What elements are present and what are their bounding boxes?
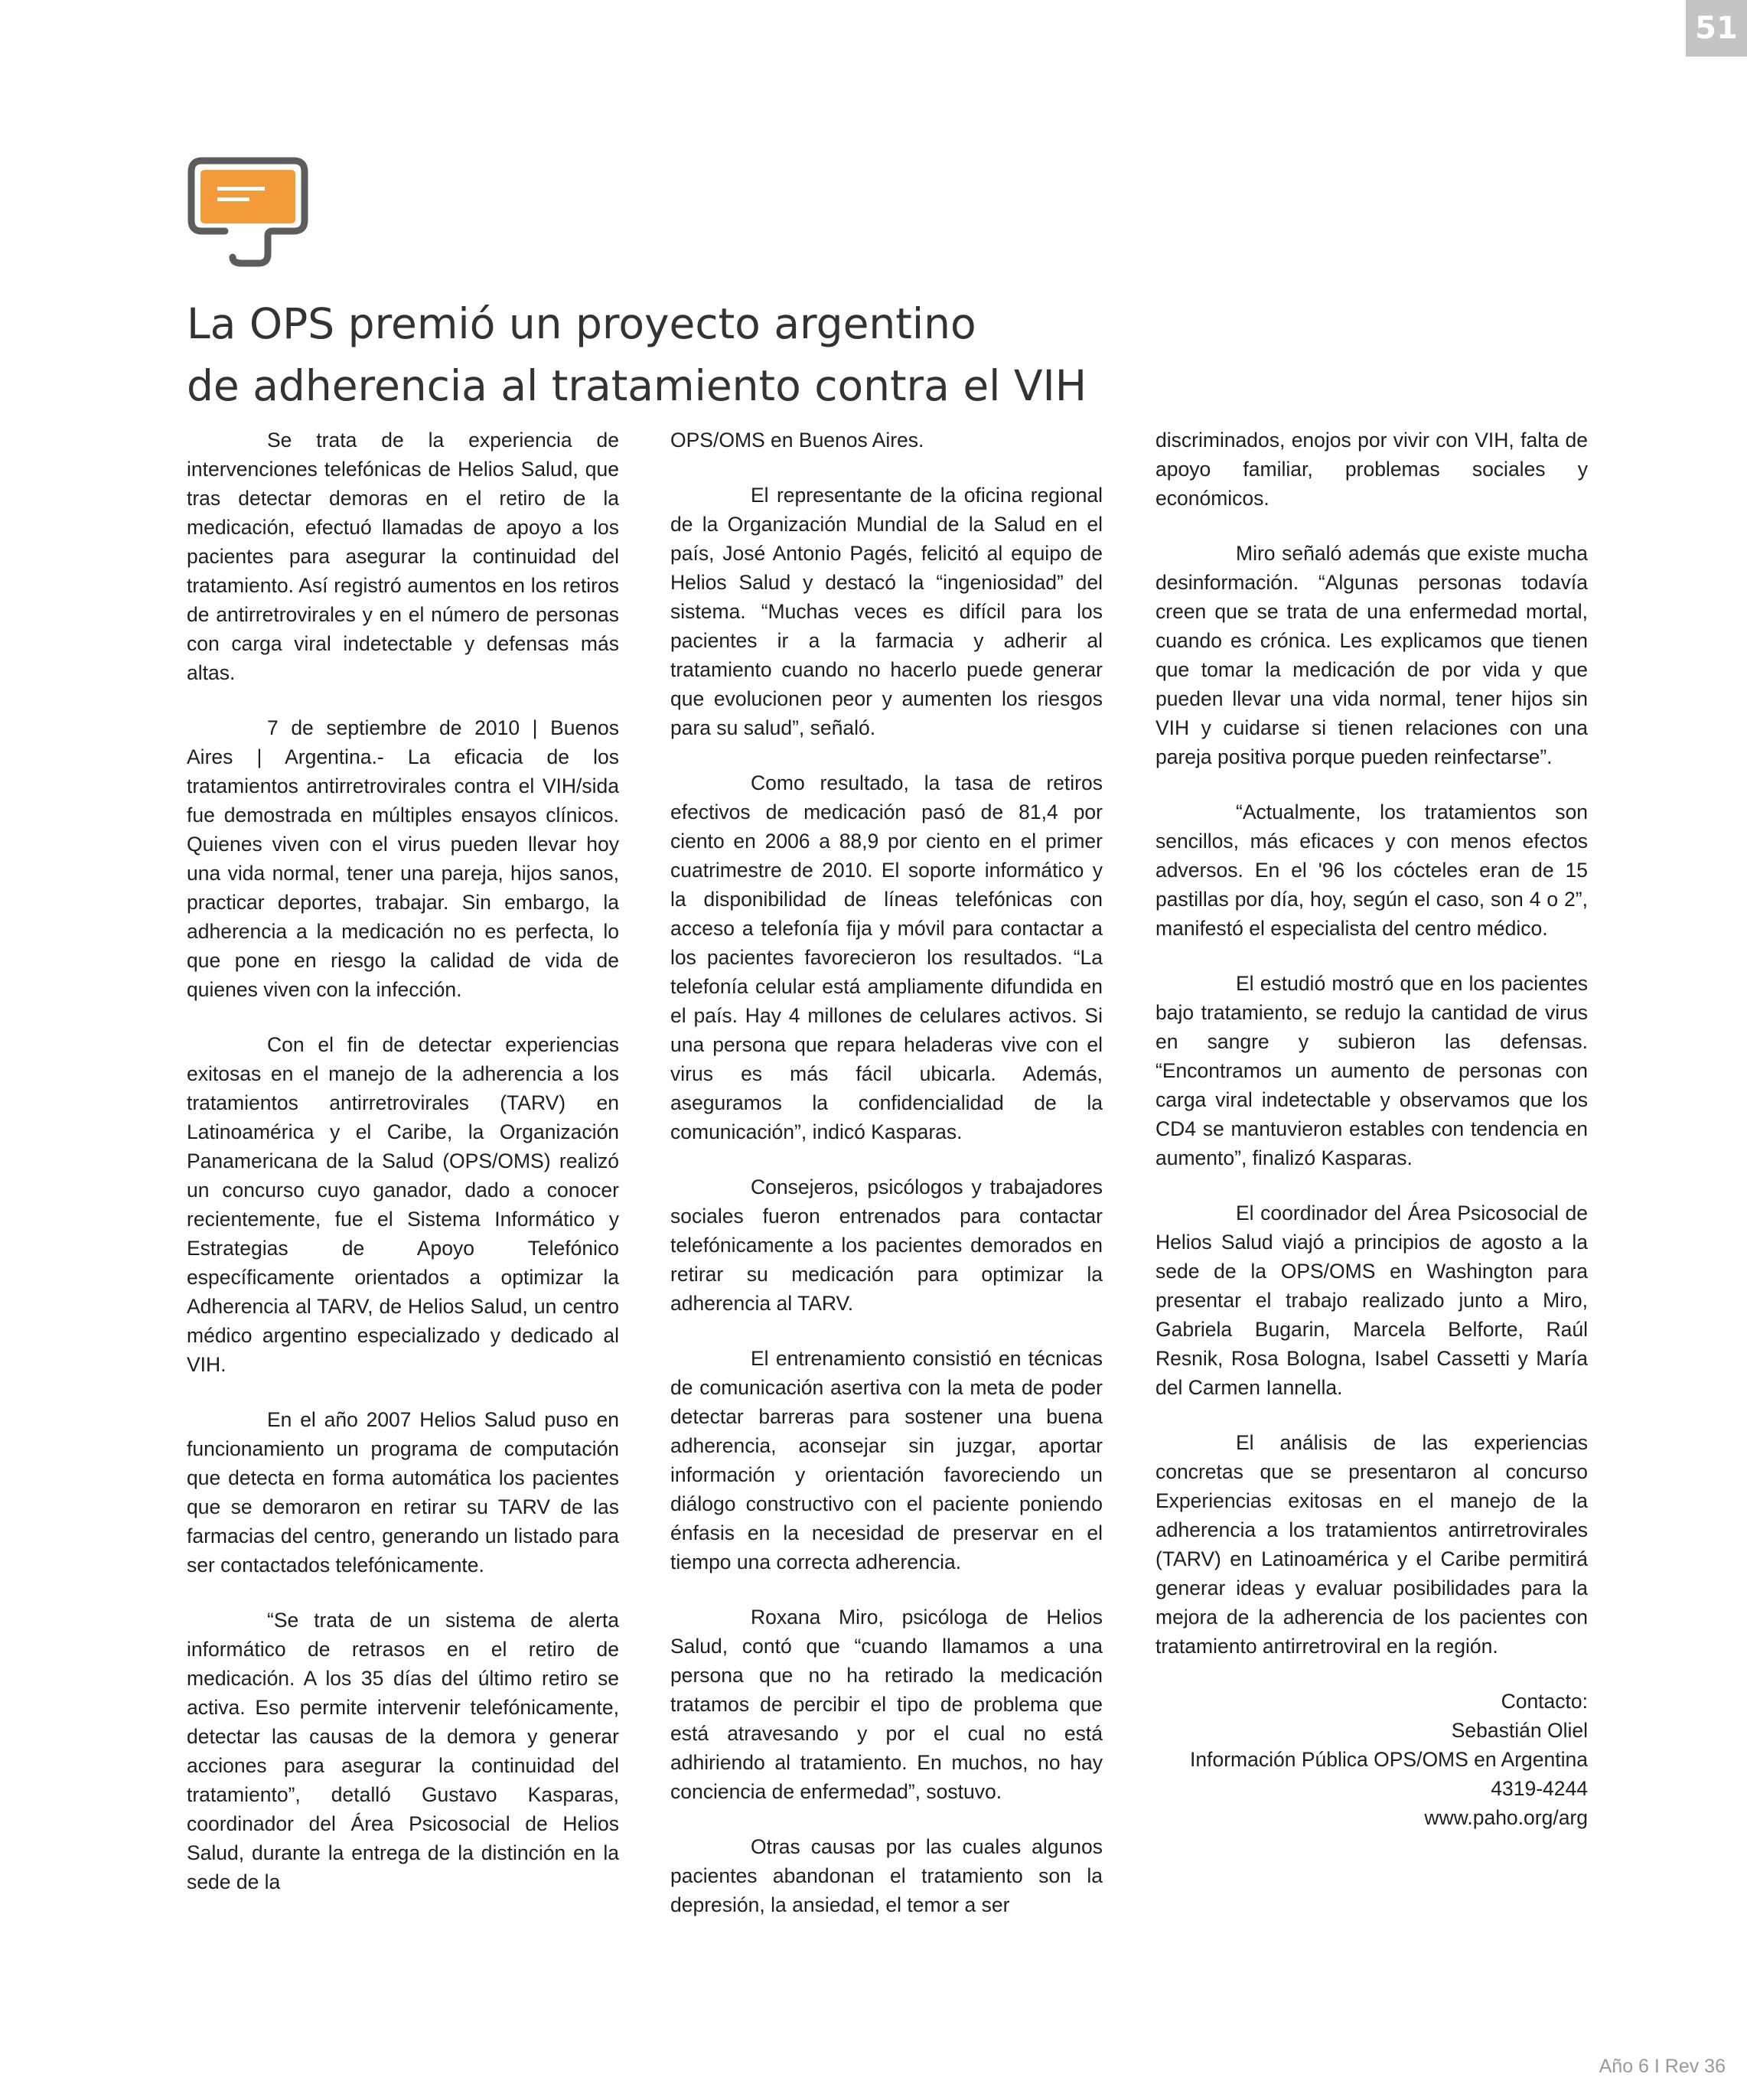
paragraph: Miro señaló además que existe mucha desinformación. “Algunas personas todavía creen que se trata de una enfermedad mortal, cuando es crónica. Les explicamos que tienen que tomar la medicación de por vida y que pueden llevar una vida normal, tener hijos sin VIH y cuidarse si tienen relaciones con una pareja positiva porque pueden reinfectarse”.	[1155, 542, 1588, 768]
paragraph: “Se trata de un sistema de alerta informático de retrasos en el retiro de medicación. A los 35 días del último retiro se activa. Eso permite intervenir telefónicamente, detectar las causas de la demora y generar acciones para asegurar la continuidad del tratamiento”, detalló Gustavo Kasparas, coordinador del Área Psicosocial de Helios Salud, durante la entrega de la distinción en la sede de la	[187, 1609, 619, 1893]
paragraph: discriminados, enojos por vivir con VIH, falta de apoyo familiar, problemas sociales y económicos.	[1155, 429, 1588, 510]
title-line-1: La OPS premió un proyecto argentino	[187, 299, 976, 348]
article-title	[187, 293, 1488, 417]
contact-name: Sebastián Oliel	[1451, 1719, 1588, 1742]
page-number: 51	[1686, 0, 1747, 57]
paragraph: Roxana Miro, psicóloga de Helios Salud, contó que “cuando llamamos a una persona que no ha retirado la medicación tratamos de percibir el tipo de problema que está atravesando y por el cual no está adhiriendo al tratamiento. En muchos, no hay conciencia de enfermedad”, sostuvo.	[670, 1606, 1103, 1803]
paragraph: Con el fin de detectar experiencias exitosas en el manejo de la adherencia a los tratamientos antirretrovirales (TARV) en Latinoamérica y el Caribe, la Organización Panamericana de la Salud (OPS/OMS) realizó un concurso cuyo ganador, dado a conocer recientemente, fue el Sistema Informático y Estrategias de Apoyo Telefónico específicamente orientados a optimizar la Adherencia al TARV, de Helios Salud, un centro médico argentino especializado y dedicado al VIH.	[187, 1033, 619, 1376]
paragraph: En el año 2007 Helios Salud puso en funcionamiento un programa de computación que detecta en forma automática los pacientes que se demoraron en retirar su TARV de las farmacias del centro, generando un listado para ser contactados telefónicamente.	[187, 1408, 619, 1577]
issue-footer: Año 6 I Rev 36	[1599, 2056, 1726, 2077]
paragraph: El entrenamiento consistió en técnicas de comunicación asertiva con la meta de poder detectar barreras para sostener una buena adherencia, aconsejar sin juzgar, aportar información y orientación favoreciendo un diálogo constructivo con el paciente poniendo énfasis en la necesidad de preservar en el tiempo una correcta adherencia.	[670, 1347, 1103, 1573]
text-column-1	[187, 426, 619, 1922]
contact-website: www.paho.org/arg	[1424, 1806, 1588, 1829]
paragraph: OPS/OMS en Buenos Aires.	[670, 429, 924, 452]
contact-label: Contacto:	[1501, 1690, 1588, 1713]
chat-message-icon	[187, 156, 309, 268]
paragraph: Como resultado, la tasa de retiros efectivos de medicación pasó de 81,4 por ciento en 2006 a 88,9 por ciento en el primer cuatrimestre de 2010. El soporte informático y la disponibilidad de líneas telefónicas con acceso a telefonía fija y móvil para contactar a los pacientes favorecieron los resultados. “La telefonía celular está ampliamente difundida en el país. Hay 4 millones de celulares activos. Si una persona que repara heladeras vive con el virus es más fácil ubicarla. Además, aseguramos la confidencialidad de la comunicación”, indicó Kasparas.	[670, 771, 1103, 1143]
paragraph: Otras causas por las cuales algunos pacientes abandonan el tratamiento son la depresión, la ansiedad, el temor a ser	[670, 1835, 1103, 1916]
paragraph: El estudió mostró que en los pacientes bajo tratamiento, se redujo la cantidad de virus en sangre y subieron las defensas. “Encontramos un aumento de personas con carga viral indetectable y observamos que los CD4 se mantuvieron estables con tendencia en aumento”, finalizó Kasparas.	[1155, 972, 1588, 1169]
text-column-2	[670, 426, 1103, 1945]
paragraph: El coordinador del Área Psicosocial de Helios Salud viajó a principios de agosto a la sede de la OPS/OMS en Washington para presentar el trabajo realizado junto a Miro, Gabriela Bugarin, Marcela Belforte, Raúl Resnik, Rosa Bologna, Isabel Cassetti y María del Carmen Iannella.	[1155, 1202, 1588, 1399]
paragraph: El representante de la oficina regional de la Organización Mundial de la Salud en el país, José Antonio Pagés, felicitó al equipo de Helios Salud y destacó la “ingeniosidad” del sistema. “Muchas veces es difícil para los pacientes ir a la farmacia y adherir al tratamiento cuando no hacerlo puede generar que evolucionen peor y aumenten los riesgos para su salud”, señaló.	[670, 484, 1103, 739]
paragraph: Se trata de la experiencia de intervenciones telefónicas de Helios Salud, que tras detectar demoras en el retiro de la medicación, efectuó llamadas de apoyo a los pacientes para asegurar la continuidad del tratamiento. Así registró aumentos en los retiros de antirretrovirales y en el número de personas con carga viral indetectable y defensas más altas.	[187, 429, 619, 684]
paragraph: El análisis de las experiencias concretas que se presentaron al concurso Experiencias exitosas en el manejo de la adherencia a los tratamientos antirretrovirales (TARV) en Latinoamérica y el Caribe permitirá generar ideas y evaluar posibilidades para la mejora de la adherencia de los pacientes con tratamiento antirretroviral en la región.	[1155, 1431, 1588, 1658]
contact-block	[1155, 1687, 1588, 1832]
title-line-2: de adherencia al tratamiento contra el VIH	[187, 361, 1087, 410]
paragraph: “Actualmente, los tratamientos son sencillos, más eficaces y con menos efectos adversos. En el '96 los cócteles eran de 15 pastillas por día, hoy, según el caso, son 4 o 2”, manifestó el especialista del centro médico.	[1155, 801, 1588, 940]
paragraph: Consejeros, psicólogos y trabajadores sociales fueron entrenados para contactar telefónicamente a los pacientes demorados en retirar su medicación para optimizar la adherencia al TARV.	[670, 1176, 1103, 1315]
paragraph: 7 de septiembre de 2010 | Buenos Aires | Argentina.- La eficacia de los tratamientos antirretrovirales contra el VIH/sida fue demostrada en múltiples ensayos clínicos. Quienes viven con el virus pueden llevar hoy una vida normal, tener una pareja, hijos sanos, practicar deportes, trabajar. Sin embargo, la adherencia a la medicación no es perfecta, lo que pone en riesgo la calidad de vida de quienes viven con la infección.	[187, 716, 619, 1001]
contact-organization: Información Pública OPS/OMS en Argentina	[1190, 1748, 1588, 1771]
contact-phone: 4319-4244	[1491, 1777, 1588, 1800]
text-column-3	[1155, 426, 1588, 1832]
